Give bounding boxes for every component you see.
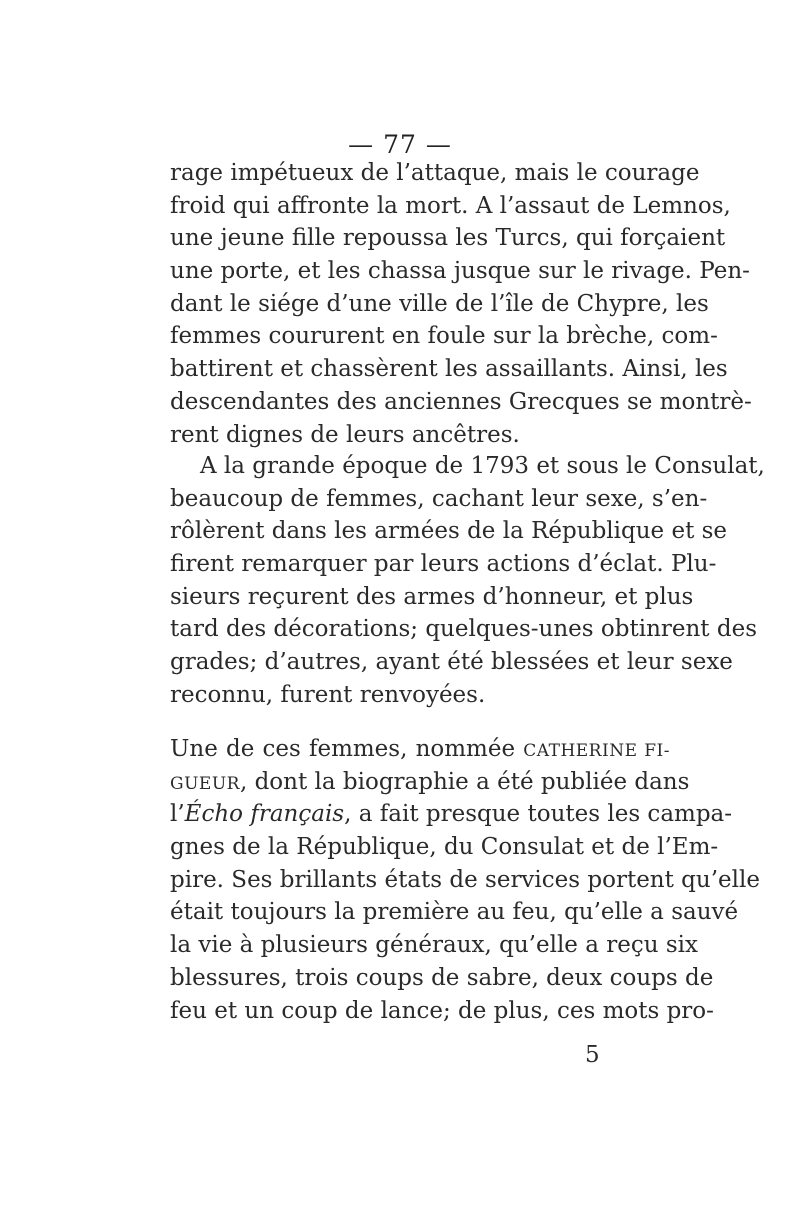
text-line: tard des décorations; quelques-unes obtinrent des [170, 616, 757, 643]
text-line: rôlèrent dans les armées de la République et se [170, 518, 728, 545]
small-caps-name: GUEUR [170, 773, 240, 794]
italic-title: Écho français [184, 801, 345, 828]
text-fragment: l’ [170, 801, 185, 828]
text-fragment: , dont la biographie a été publiée dans [239, 768, 690, 795]
text-line: la vie à plusieurs généraux, qu’elle a reçu six [170, 932, 698, 959]
text-line: reconnu, furent renvoyées. [170, 681, 486, 708]
text-line: femmes coururent en foule sur la brèche, com- [170, 323, 718, 350]
text-line: rage impétueux de l’attaque, mais le courage [170, 160, 700, 186]
text-line: feu et un coup de lance; de plus, ces mots pro- [170, 997, 714, 1024]
text-line: dant le siége d’une ville de l’île de Chypre, les [170, 290, 709, 317]
signature-mark: 5 [585, 1042, 600, 1068]
paragraph-2 [170, 450, 765, 712]
text-line: battirent et chassèrent les assaillants. Ainsi, les [170, 356, 728, 383]
text-line [170, 798, 733, 831]
text-line: gnes de la République, du Consulat et de l’Em- [170, 834, 719, 861]
text-line [170, 766, 690, 799]
text-line: une jeune fille repoussa les Turcs, qui forçaient [170, 225, 726, 252]
text-line: descendantes des anciennes Grecques se montrè- [170, 388, 752, 415]
text-line: beaucoup de femmes, cachant leur sexe, s’en- [170, 485, 708, 512]
text-line: pire. Ses brillants états de services portent qu’elle [170, 866, 760, 893]
text-line: était toujours la première au feu, qu’elle a sauvé [170, 899, 739, 926]
small-caps-name: CATHERINE FI- [523, 741, 670, 761]
text-fragment: Une de ces femmes, nommée [170, 736, 524, 762]
text-line: froid qui affronte la mort. A l’assaut de Lemnos, [170, 192, 731, 219]
text-line: A la grande époque de 1793 et sous le Consulat, [200, 453, 765, 479]
paragraph-1 [170, 157, 752, 451]
page-number: — 77 — [348, 130, 452, 159]
text-line [170, 733, 670, 766]
text-line: grades; d’autres, ayant été blessées et leur sexe [170, 649, 733, 676]
text-fragment: , a fait presque toutes les campa- [344, 801, 733, 828]
text-line: sieurs reçurent des armes d’honneur, et plus [170, 583, 694, 610]
text-line: une porte, et les chassa jusque sur le rivage. Pen- [170, 258, 750, 285]
text-line: rent dignes de leurs ancêtres. [170, 421, 520, 448]
text-line: blessures, trois coups de sabre, deux coups de [170, 964, 714, 991]
text-line: firent remarquer par leurs actions d’éclat. Plu- [170, 551, 717, 578]
paragraph-3 [170, 733, 760, 1027]
